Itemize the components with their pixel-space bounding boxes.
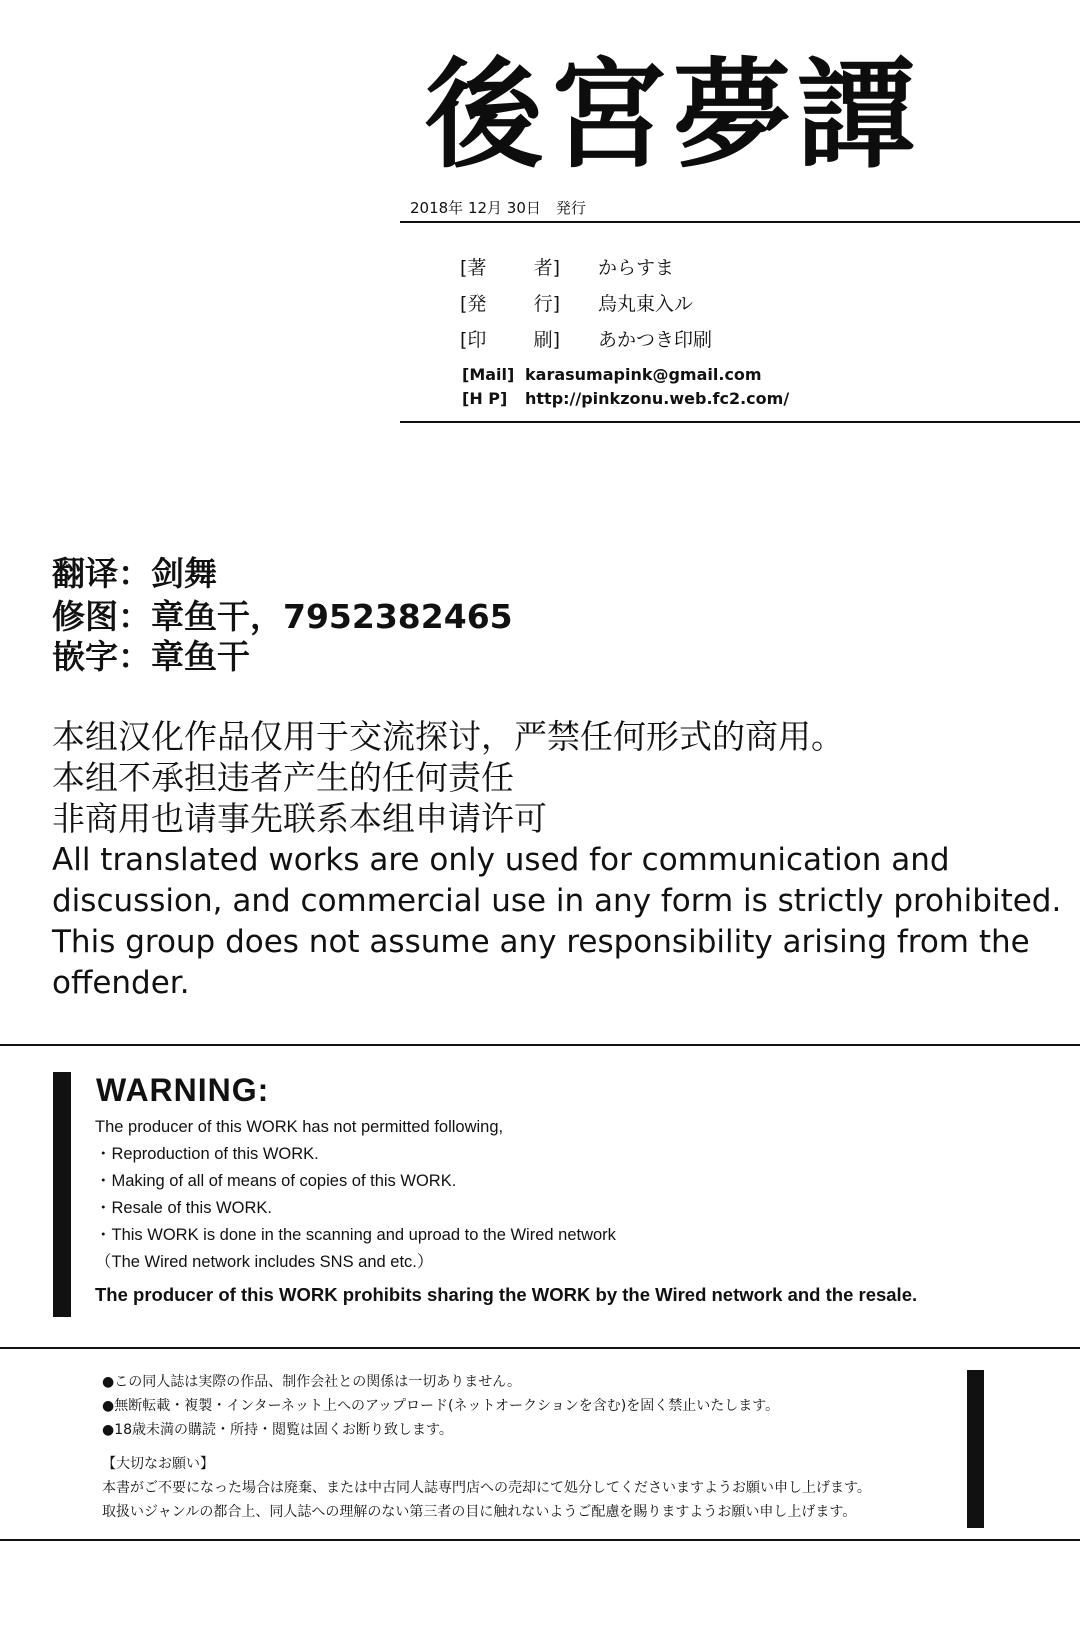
notice-zh-line-1: 本组汉化作品仅用于交流探讨，严禁任何形式的商用。 [52, 717, 844, 756]
notice-zh-line-2: 本组不承担违者产生的任何责任 [52, 758, 514, 797]
credit-row-printer [460, 320, 712, 356]
jp-bullet: ●無断転載・複製・インターネット上へのアップロード(ネットオークションを含む)を固く禁止いたします。 [102, 1398, 780, 1414]
credit-author-name: からすま [598, 256, 675, 279]
credit-role-author: [著 者] [460, 256, 560, 279]
warning-top-rule [0, 1044, 1080, 1046]
jp-paragraph: 本書がご不要になった場合は廃棄、または中古同人誌専門店への売却にて処分してくださいますようお願い申し上げます。 [102, 1480, 871, 1496]
warning-line: ・This WORK is done in the scanning and uproad to the Wired network [95, 1226, 616, 1244]
colophon-contacts [462, 362, 789, 410]
translator-credit: 翻译：剑舞 [52, 554, 217, 593]
credit-printer-name: あかつき印刷 [598, 328, 713, 351]
jp-notice-top-rule [0, 1347, 1080, 1349]
warning-line: ・Reproduction of this WORK. [95, 1145, 319, 1163]
jp-heading: 【大切なお願い】 [102, 1456, 214, 1472]
retouch-credit: 修图：章鱼干，7952382465 [52, 597, 513, 636]
jp-bullet: ●この同人誌は実際の作品、制作会社との関係は一切ありません。 [102, 1374, 522, 1390]
jp-bullet: ●18歳未満の購読・所持・閲覧は固くお断り致します。 [102, 1422, 453, 1438]
warning-lines [95, 1114, 616, 1276]
typesetting-credit: 嵌字：章鱼干 [52, 637, 250, 676]
warning-final-statement: The producer of this WORK prohibits sharing the WORK by the Wired network and the resale. [95, 1284, 918, 1305]
publish-date: 2018年 12月 30日 発行 [410, 199, 586, 217]
book-title: 後宮夢譚 [425, 45, 922, 184]
warning-side-bar [53, 1072, 71, 1317]
contact-hp-label: [H P] [462, 388, 508, 408]
credit-row-author [460, 248, 712, 284]
credit-role-printer: [印 刷] [460, 328, 560, 351]
warning-line: ・Resale of this WORK. [95, 1199, 272, 1217]
warning-line: ・Making of all of means of copies of this WORK. [95, 1172, 457, 1190]
colophon-bottom-rule [400, 421, 1080, 423]
jp-notice [102, 1370, 871, 1524]
contact-mail-label: [Mail] [462, 364, 515, 384]
credit-publisher-name: 烏丸東入ル [598, 292, 694, 315]
contact-hp-row [462, 386, 789, 410]
notice-zh-line-3: 非商用也请事先联系本组申请许可 [52, 799, 547, 838]
jp-paragraph: 取扱いジャンルの都合上、同人誌への理解のない第三者の目に触れないようご配慮を賜りますようお願い申し上げます。 [102, 1504, 857, 1520]
warning-line: （The Wired network includes SNS and etc.） [95, 1253, 434, 1271]
colophon-credits [460, 248, 712, 356]
credit-row-publisher [460, 284, 712, 320]
contact-hp-value: http://pinkzonu.web.fc2.com/ [525, 388, 790, 408]
colophon-top-rule [400, 221, 1080, 223]
jp-notice-bottom-rule [0, 1539, 1080, 1541]
contact-mail-row [462, 362, 789, 386]
credit-role-publisher: [発 行] [460, 292, 560, 315]
jp-notice-side-bar [967, 1370, 984, 1528]
warning-title: WARNING: [96, 1072, 270, 1108]
notice-en: All translated works are only used for communication and discussion, and commercial use in any form is strictly prohibited. This group does not assume any responsibility arising from the offender. [52, 842, 1062, 1001]
contact-mail-value: karasumapink@gmail.com [525, 364, 762, 384]
warning-line: The producer of this WORK has not permitted following, [95, 1118, 504, 1136]
